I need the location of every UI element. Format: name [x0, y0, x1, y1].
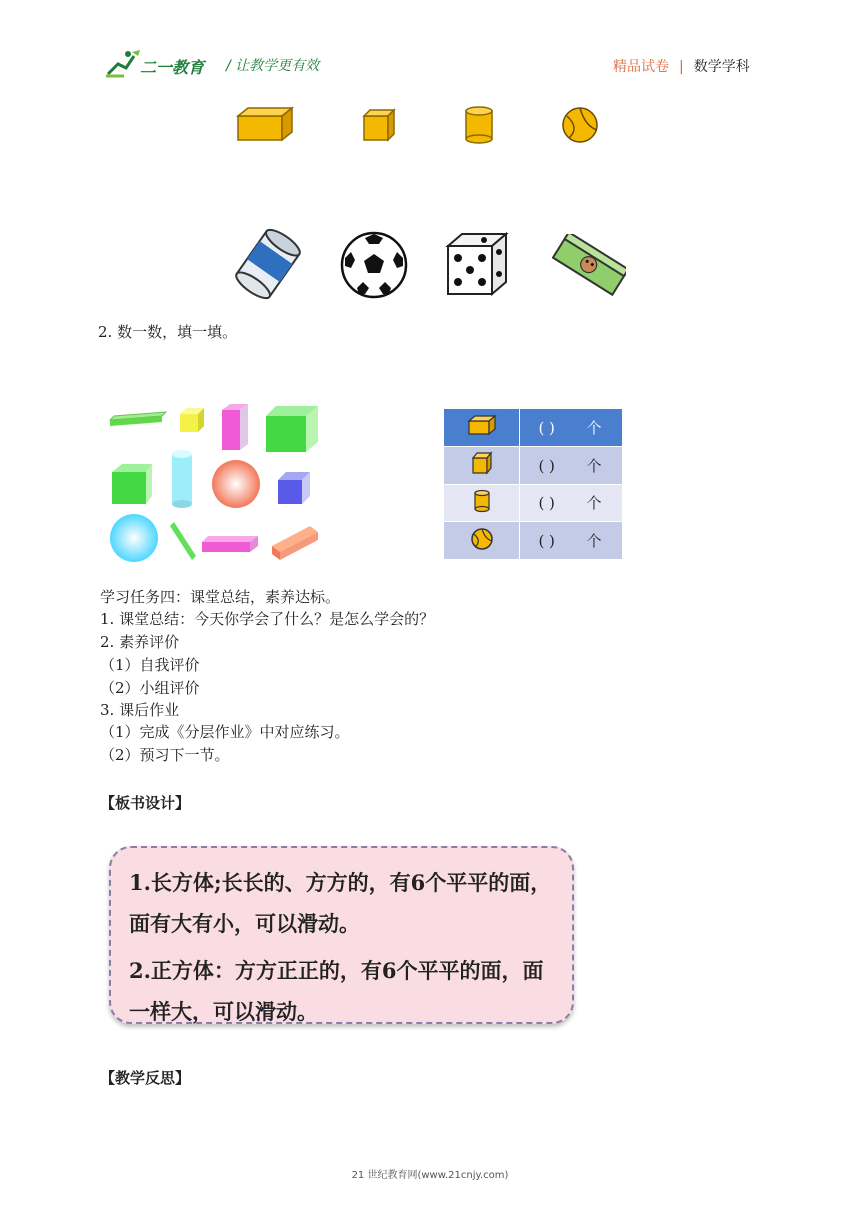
cylinder-icon — [464, 106, 494, 144]
header-label-subject: 数学学科 — [693, 59, 750, 75]
count-blank[interactable]: ( ) — [538, 494, 555, 513]
soccer-ball-icon — [339, 230, 409, 300]
header-separator: | — [679, 59, 684, 75]
unit-label: 个 — [586, 456, 602, 475]
count-table — [443, 408, 623, 560]
solids-illustration — [108, 402, 324, 564]
cuboid-icon — [236, 106, 294, 144]
blackboard-summary — [109, 846, 574, 1024]
dice-icon — [444, 230, 512, 298]
unit-label: 个 — [586, 532, 602, 551]
sphere-icon — [561, 106, 599, 144]
count-row-sphere — [444, 522, 623, 560]
task4-line: 2. 素养评价 — [100, 633, 180, 651]
header-label-premium: 精品试卷 — [613, 59, 669, 75]
sphere-icon — [470, 527, 494, 551]
brand-name: 二一教育 — [140, 58, 205, 77]
count-blank[interactable]: ( ) — [538, 456, 555, 475]
brand-slogan: / 让教学更有效 — [226, 58, 320, 74]
board-design-title: 【板书设计】 — [100, 794, 191, 812]
runner-logo-icon — [104, 48, 144, 80]
count-row-cylinder — [444, 484, 623, 522]
reflection-title: 【教学反思】 — [100, 1069, 191, 1087]
unit-label: 个 — [586, 494, 602, 513]
count-row-cuboid — [444, 409, 623, 447]
pencil-box-icon — [552, 234, 626, 298]
task4-line: （1）自我评价 — [100, 656, 200, 674]
cuboid-icon — [467, 414, 497, 436]
count-blank[interactable]: ( ) — [538, 532, 555, 551]
task4-title: 学习任务四：课堂总结，素养达标。 — [100, 588, 341, 606]
task4-line: （1）完成《分层作业》中对应练习。 — [100, 723, 350, 741]
cube-icon — [471, 451, 493, 475]
count-blank[interactable]: ( ) — [538, 418, 555, 437]
task4-line: 3. 课后作业 — [100, 701, 180, 719]
can-icon — [230, 228, 306, 300]
header-right — [613, 56, 750, 76]
cylinder-icon — [472, 489, 492, 513]
task4-line: 1. 课堂总结：今天你学会了什么？是怎么学会的？ — [100, 610, 435, 628]
board-line-cuboid: 1.长方体;长长的、方方的，有6个平平的面，面有大有小，可以滑动。 — [129, 870, 552, 936]
question-2: 2. 数一数，填一填。 — [98, 323, 238, 341]
board-line-cube: 2.正方体：方方正正的，有6个平平的面，面一样大，可以滑动。 — [129, 958, 544, 1024]
task4-line: （2）小组评价 — [100, 679, 200, 697]
unit-label: 个 — [586, 418, 602, 437]
count-row-cube — [444, 446, 623, 484]
page-footer: 21 世纪教育网(www.21cnjy.com) — [351, 1170, 509, 1181]
task4-line: （2）预习下一节。 — [100, 746, 230, 764]
cube-icon — [362, 108, 396, 144]
